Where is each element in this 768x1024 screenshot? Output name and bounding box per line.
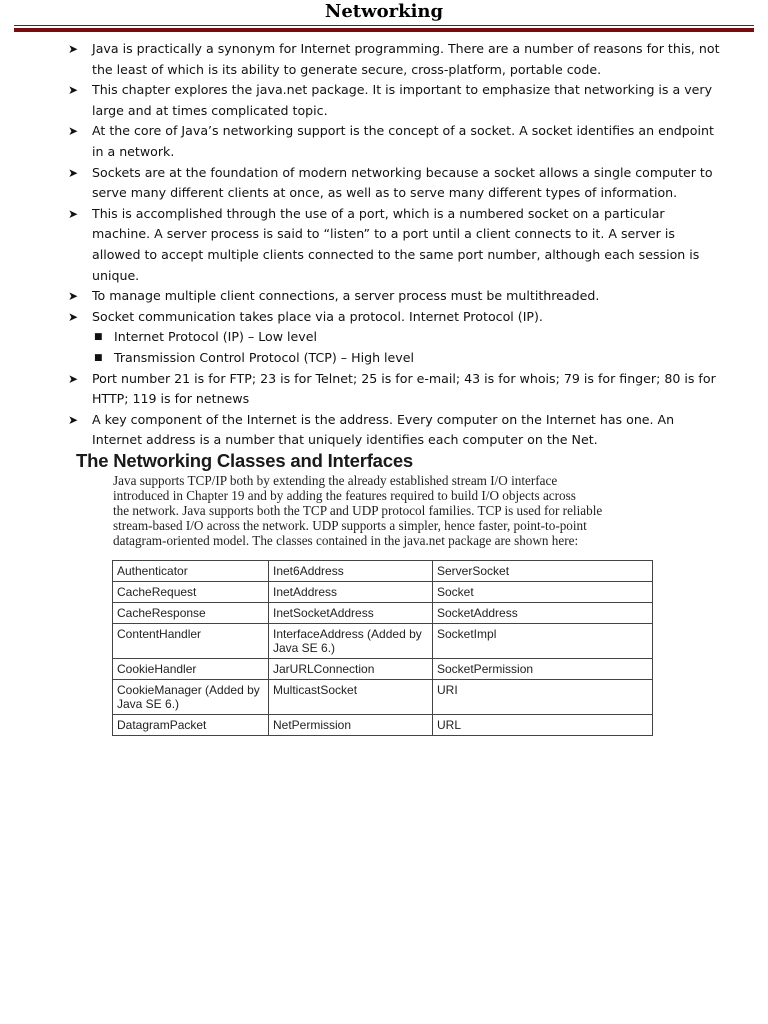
table-row bbox=[113, 603, 653, 624]
arrow-bullet-icon: ➤ bbox=[68, 165, 79, 180]
list-item: ➤ This chapter explores the java.net package. It is important to emphasize that networking is a very large and at times complicated topic. bbox=[68, 82, 713, 118]
list-item: ➤ Port number 21 is for FTP; 23 is for Telnet; 25 is for e-mail; 43 is for whois; 79 is for finger; 80 is for HTTP; 119 is for netnews bbox=[68, 370, 716, 407]
list-item: ➤ This is accomplished through the use of a port, which is a numbered socket on a particular machine. A server process is said to “listen” to a port until a client connects to it. A server is allowed to accept multiple clients connected to the same port number, although each session is unique. bbox=[68, 205, 700, 283]
arrow-bullet-icon: ➤ bbox=[68, 83, 79, 98]
paragraph-line: introduced in Chapter 19 and by adding the features required to build I/O objects across bbox=[113, 488, 576, 503]
list-item: ➤ Sockets are at the foundation of modern networking because a socket allows a single computer to serve many different clients at once, as well as to serve many different types of information. bbox=[68, 164, 713, 201]
table-cell: CookieManager (Added by Java SE 6.) bbox=[113, 680, 269, 715]
square-bullet-icon: ■ bbox=[94, 352, 103, 363]
table-row bbox=[113, 680, 653, 715]
sub-list-item: ■ Internet Protocol (IP) – Low level bbox=[68, 327, 726, 348]
table-cell: MulticastSocket bbox=[269, 680, 433, 715]
table-cell: URI bbox=[433, 680, 653, 715]
arrow-bullet-icon: ➤ bbox=[68, 412, 79, 427]
arrow-bullet-icon: ➤ bbox=[68, 206, 79, 221]
table-row bbox=[113, 624, 653, 659]
table-cell: Authenticator bbox=[113, 561, 269, 582]
table-row bbox=[113, 659, 653, 680]
page-title: Networking bbox=[324, 1, 444, 22]
arrow-bullet-icon: ➤ bbox=[68, 371, 79, 386]
square-bullet-icon: ■ bbox=[94, 332, 103, 343]
table-cell: SocketImpl bbox=[433, 624, 653, 659]
paragraph-line: Java supports TCP/IP both by extending the already established stream I/O interface bbox=[113, 473, 558, 488]
table-cell: JarURLConnection bbox=[269, 659, 433, 680]
table-row bbox=[113, 582, 653, 603]
table-cell: CacheResponse bbox=[113, 603, 269, 624]
table-cell: SocketPermission bbox=[433, 659, 653, 680]
table-cell: Socket bbox=[433, 582, 653, 603]
list-item: ➤ A key component of the Internet is the address. Every computer on the Internet has one. An Internet address is a number that uniquely identifies each computer on the Net. bbox=[68, 411, 675, 448]
java-net-classes-table bbox=[112, 560, 653, 736]
table-row bbox=[113, 715, 653, 736]
sub-list-item: ■ Transmission Control Protocol (TCP) – High level bbox=[68, 348, 726, 369]
arrow-bullet-icon: ➤ bbox=[68, 124, 79, 139]
table-row bbox=[113, 561, 653, 582]
table-cell: CacheRequest bbox=[113, 582, 269, 603]
list-item: ➤ To manage multiple client connections, a server process must be multithreaded. bbox=[68, 286, 726, 307]
header-rule-thick bbox=[14, 28, 754, 32]
paragraph-line: datagram-oriented model. The classes contained in the java.net package are shown here: bbox=[113, 533, 579, 548]
table-cell: CookieHandler bbox=[113, 659, 269, 680]
bullet-list bbox=[68, 39, 726, 451]
paragraph-line: the network. Java supports both the TCP and UDP protocol families. TCP is used for reliable bbox=[113, 503, 603, 518]
list-item: ➤ Java is practically a synonym for Internet programming. There are a number of reasons for this, not the least of which is its ability to generate secure, cross-platform, portable code. bbox=[68, 41, 720, 77]
paragraph-line: stream-based I/O across the network. UDP supports a simpler, hence faster, point-to-point bbox=[113, 518, 587, 533]
table-cell: InterfaceAddress (Added by Java SE 6.) bbox=[269, 624, 433, 659]
table-cell: ServerSocket bbox=[433, 561, 653, 582]
table-cell: ContentHandler bbox=[113, 624, 269, 659]
table-cell: URL bbox=[433, 715, 653, 736]
table-cell: DatagramPacket bbox=[113, 715, 269, 736]
arrow-bullet-icon: ➤ bbox=[68, 289, 79, 304]
table-cell: Inet6Address bbox=[269, 561, 433, 582]
list-item: ➤ Socket communication takes place via a protocol. Internet Protocol (IP). bbox=[68, 307, 726, 328]
sub-list-container bbox=[68, 327, 726, 368]
arrow-bullet-icon: ➤ bbox=[68, 42, 79, 56]
table-cell: InetSocketAddress bbox=[269, 603, 433, 624]
list-item: ➤ At the core of Java’s networking support is the concept of a socket. A socket identifies an endpoint in a network. bbox=[68, 123, 714, 159]
table-cell: InetAddress bbox=[269, 582, 433, 603]
section-paragraph bbox=[113, 473, 653, 548]
sub-bullet-list bbox=[68, 327, 726, 368]
header-rule-thin bbox=[14, 25, 754, 26]
table-cell: SocketAddress bbox=[433, 603, 653, 624]
table-cell: NetPermission bbox=[269, 715, 433, 736]
arrow-bullet-icon: ➤ bbox=[68, 309, 79, 324]
section-heading: The Networking Classes and Interfaces bbox=[76, 450, 414, 471]
